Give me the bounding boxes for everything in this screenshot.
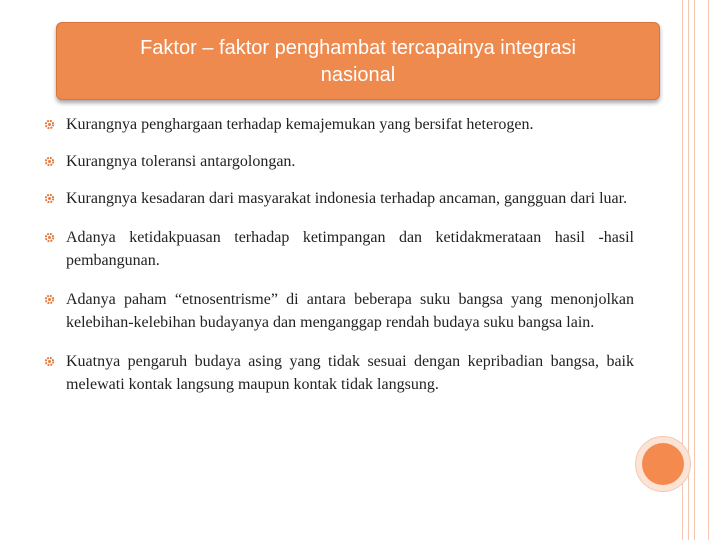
bullet-item xyxy=(44,150,634,173)
title-line-1: Faktor – faktor penghambat tercapainya integrasi xyxy=(140,37,576,59)
gear-bullet-icon xyxy=(44,232,55,243)
bullet-item xyxy=(44,226,634,272)
gear-bullet-icon xyxy=(44,356,55,367)
gear-bullet-icon xyxy=(44,156,55,167)
bullet-text: Kurangnya penghargaan terhadap kemajemukan yang bersifat heterogen. xyxy=(66,116,534,133)
gear-bullet-icon xyxy=(44,294,55,305)
border-line xyxy=(694,0,695,540)
bullet-text: Kuatnya pengaruh budaya asing yang tidak sesuai dengan kepribadian bangsa, baik melewati kontak langsung maupun kontak tidak langsung. xyxy=(66,353,634,393)
border-line xyxy=(708,0,709,540)
bullet-item xyxy=(44,113,634,136)
bullet-text: Adanya paham “etnosentrisme” di antara beberapa suku bangsa yang menonjolkan kelebihan-kelebihan budayanya dan menganggap rendah budaya suku bangsa lain. xyxy=(66,291,634,331)
bullet-text: Kurangnya toleransi antargolongan. xyxy=(66,153,296,170)
bullet-item xyxy=(44,350,634,396)
bullet-text: Kurangnya kesadaran dari masyarakat indonesia terhadap ancaman, gangguan dari luar. xyxy=(66,190,628,207)
decorative-circle-inner xyxy=(642,443,684,485)
bullet-item xyxy=(44,288,634,334)
bullet-list xyxy=(44,113,634,396)
bullet-text: Adanya ketidakpuasan terhadap ketimpangan dan ketidakmerataan hasil -hasil pembangunan. xyxy=(66,229,634,269)
title-banner xyxy=(56,22,660,100)
gear-bullet-icon xyxy=(44,119,55,130)
gear-bullet-icon xyxy=(44,193,55,204)
bullet-item xyxy=(44,187,634,210)
title-line-2: nasional xyxy=(320,64,396,86)
